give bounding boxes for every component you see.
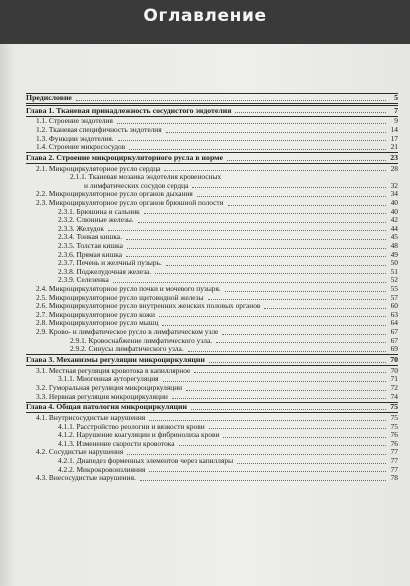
- dot-leader: [108, 229, 386, 231]
- toc-page-number: 63: [390, 309, 398, 319]
- toc-entry-label: 2.1. Микроциркуляторное русло сердца: [36, 163, 161, 173]
- toc-entry-label: 2.4. Микроциркуляторное русло почки и мочевого пузыря.: [36, 284, 221, 293]
- dot-leader: [118, 139, 386, 141]
- toc-entry-label: 2.3.5. Толстая кишка: [58, 241, 123, 251]
- toc-entry-label: 2.5. Микроциркуляторное русло щитовидной железы: [36, 292, 204, 302]
- toc-entry-label: 4.1.2. Нарушение коагуляции и фибринолиза крови: [58, 430, 220, 440]
- dot-leader: [166, 264, 386, 266]
- dot-leader: [159, 315, 386, 317]
- toc-entry-label: 2.1.1. Тканевая мозаика эндотелия кровеносных: [70, 172, 222, 182]
- dot-leader: [140, 479, 386, 481]
- toc-page-number: 42: [390, 215, 398, 225]
- toc-page-number: 32: [390, 180, 398, 190]
- toc-entry-label: 2.9.1. Кровоснабжение лимфатического узла.: [70, 335, 213, 345]
- dot-leader: [222, 333, 386, 335]
- dot-leader: [228, 204, 386, 206]
- toc-entry-label: 4.1.1. Расстройство реологии и вязкости крови: [58, 421, 205, 431]
- toc-entry-label: 2.9.2. Синусы лимфатического узла.: [70, 344, 184, 354]
- toc-page-number: 21: [390, 142, 398, 152]
- toc-page-number: 51: [390, 266, 398, 276]
- toc-entry-label: 4.3. Внесосудистые нарушения.: [36, 473, 136, 483]
- dot-leader: [227, 159, 386, 161]
- dot-leader: [166, 131, 386, 133]
- toc-entry-label: 1.1. Строение эндотелия: [36, 116, 113, 126]
- toc-entry-label: 1.2. Тканевая специфичность эндотелия: [36, 124, 162, 134]
- toc-entry-label: 2.3. Микроциркуляторное русло органов брюшной полости: [36, 198, 224, 208]
- toc-entry-label: 4.2.2. Микрокровоизлияния: [58, 464, 146, 474]
- toc-page-number: 45: [390, 232, 398, 242]
- toc-page-number: 76: [390, 438, 398, 448]
- toc-page-number: 67: [390, 326, 398, 336]
- dot-leader: [223, 436, 386, 438]
- toc-page-number: 76: [390, 430, 398, 440]
- toc-entry-label: 2.3.1. Брюшина и сальник: [58, 206, 140, 216]
- toc-entry-label: 2.3.3. Желудок: [58, 223, 104, 233]
- toc-entry-label: 2.6. Микроциркуляторное русло внутренних женских половых органов: [36, 301, 261, 311]
- toc-page-number: 77: [390, 464, 398, 474]
- page-title: Оглавление: [143, 6, 267, 26]
- toc-row[interactable]: [26, 345, 398, 354]
- toc-row[interactable]: [26, 474, 398, 483]
- dot-leader: [172, 397, 386, 399]
- dot-leader: [264, 307, 386, 309]
- dot-leader: [188, 350, 386, 352]
- toc-page-number: 77: [390, 456, 398, 466]
- dot-leader: [225, 179, 386, 180]
- dot-leader: [237, 462, 386, 464]
- toc-entry-label: и лимфатических сосудов сердца: [84, 180, 189, 190]
- toc-entry-label: Глава 1. Тканевая принадлежность сосудистого эндотелия: [26, 105, 232, 115]
- dot-leader: [209, 427, 386, 429]
- dot-leader: [127, 453, 386, 455]
- toc-chapter-row[interactable]: [26, 107, 398, 116]
- toc-page-number: 50: [390, 258, 398, 268]
- toc-page-number: 70: [390, 365, 398, 375]
- toc-page-number: 74: [390, 391, 398, 401]
- dot-leader: [197, 195, 386, 197]
- toc-page-number: 60: [390, 301, 398, 311]
- toc-entry-label: 2.3.2. Слюнные железы.: [58, 215, 134, 225]
- toc-entry-label: 2.3.9. Селезенка: [58, 275, 109, 285]
- dot-leader: [162, 324, 386, 326]
- toc-page-number: 23: [390, 152, 398, 162]
- toc-page-number: 75: [390, 413, 398, 423]
- toc-page-number: 69: [390, 344, 398, 354]
- dot-leader: [191, 408, 386, 410]
- dot-leader: [179, 444, 386, 446]
- dot-leader: [186, 389, 386, 391]
- dot-leader: [76, 99, 386, 101]
- dot-leader: [164, 169, 386, 171]
- toc-entry-label: 2.3.8. Поджелудочная железа.: [58, 266, 152, 276]
- toc-entry-label: 2.2. Микроциркуляторное русло органов дыхания: [36, 189, 193, 199]
- toc-entry-label: 4.2.1. Диапедез форменных элементов через капилляры: [58, 456, 234, 466]
- toc-entry-label: 1.3. Функции эндотелия.: [36, 133, 114, 143]
- toc-entry-label: 2.3.4. Тонкая кишка.: [58, 232, 122, 242]
- dot-leader: [129, 148, 386, 150]
- dot-leader: [117, 122, 386, 124]
- toc-entry-label: 2.8. Микроциркуляторное русло мышц: [36, 318, 159, 328]
- toc-entry-label: 3.1. Местная регуляция кровотока в капиллярное: [36, 365, 191, 375]
- toc-chapter-row[interactable]: [26, 356, 398, 365]
- toc-page-number: 64: [390, 318, 398, 328]
- dot-leader: [208, 298, 386, 300]
- toc-page-number: 17: [390, 133, 398, 143]
- dot-leader: [126, 238, 386, 240]
- toc-entry-label: 2.7. Микроциркуляторное русло кожи: [36, 309, 155, 319]
- dot-leader: [144, 212, 386, 214]
- toc-page-number: 67: [390, 335, 398, 345]
- toc-page-number: 34: [390, 189, 398, 199]
- toc-entry-label: 1.4. Строение микрососудов: [36, 142, 126, 152]
- dot-leader: [149, 419, 386, 421]
- dot-leader: [155, 272, 386, 274]
- toc-page-number: 55: [390, 284, 398, 293]
- toc-page-number: 14: [390, 124, 398, 134]
- toc-entry-label: 4.1.3. Изменение скорости кровотока: [58, 438, 175, 448]
- toc-row[interactable]: [26, 173, 398, 182]
- toc-page-number: 49: [390, 249, 398, 259]
- toc-entry-label: 2.3.7. Печень и желчный пузырь.: [58, 258, 162, 268]
- dot-leader: [209, 361, 386, 363]
- toc-entry-label: 4.1. Внутрисосудистые нарушения: [36, 413, 146, 423]
- toc-page-number: 28: [390, 163, 398, 173]
- toc-page-number: 77: [390, 447, 398, 457]
- toc-entry-label: Глава 4. Общая патология микроциркуляции: [26, 402, 188, 412]
- dot-leader: [163, 380, 386, 382]
- toc-page-number: 52: [390, 275, 398, 285]
- dot-leader: [126, 255, 386, 257]
- toc-page-number: 44: [390, 223, 398, 233]
- toc-entry-label: 3.3. Нервная регуляция микроциркуляции: [36, 391, 168, 401]
- toc-page-number: 75: [390, 421, 398, 431]
- dot-leader: [192, 186, 386, 188]
- toc-chapter-row[interactable]: [26, 154, 398, 163]
- dot-leader: [225, 290, 386, 292]
- toc-page-number: 57: [390, 292, 398, 302]
- toc-entry-label: 3.2. Гуморальная регуляция микроциркуляции: [36, 382, 183, 392]
- toc-entry-label: 3.1.1. Миогенная ауторегуляция: [58, 374, 159, 384]
- toc-page-number: 9: [394, 116, 398, 126]
- toc-row[interactable]: [26, 143, 398, 152]
- toc-page-number: 70: [390, 354, 398, 364]
- toc-page-number: 72: [390, 382, 398, 392]
- toc-row[interactable]: [26, 94, 398, 103]
- toc-page-number: 7: [394, 105, 398, 115]
- toc-page-number: 40: [390, 198, 398, 208]
- dot-leader: [138, 221, 386, 223]
- toc-page-number: 40: [390, 206, 398, 216]
- toc-entry-label: 2.9. Крово- и лимфатическое русло в лимфатическом узле: [36, 326, 219, 336]
- dot-leader: [127, 247, 386, 249]
- dot-leader: [235, 111, 386, 113]
- toc-entry-label: Предисловие: [26, 93, 72, 103]
- toc-entry-label: 2.3.6. Прямая кишка: [58, 249, 123, 259]
- toc-page-number: 71: [390, 374, 398, 384]
- toc-page-number: 78: [390, 473, 398, 483]
- dot-leader: [194, 371, 386, 373]
- toc-entry-label: Глава 3. Механизмы регуляции микроциркуляции: [26, 354, 205, 364]
- toc-row[interactable]: [26, 393, 398, 402]
- toc-entry-label: Глава 2. Строение микроциркуляторного русла в норме: [26, 152, 223, 162]
- table-of-contents: [26, 92, 398, 483]
- toc-chapter-row[interactable]: [26, 403, 398, 412]
- dot-leader: [113, 281, 386, 283]
- toc-page-number: 48: [390, 241, 398, 251]
- dot-leader: [149, 470, 386, 472]
- toc-page-number: 75: [390, 402, 398, 412]
- toc-entry-label: 4.2. Сосудистые нарушения: [36, 447, 124, 457]
- toc-page-number: 5: [394, 93, 398, 103]
- dot-leader: [216, 341, 386, 343]
